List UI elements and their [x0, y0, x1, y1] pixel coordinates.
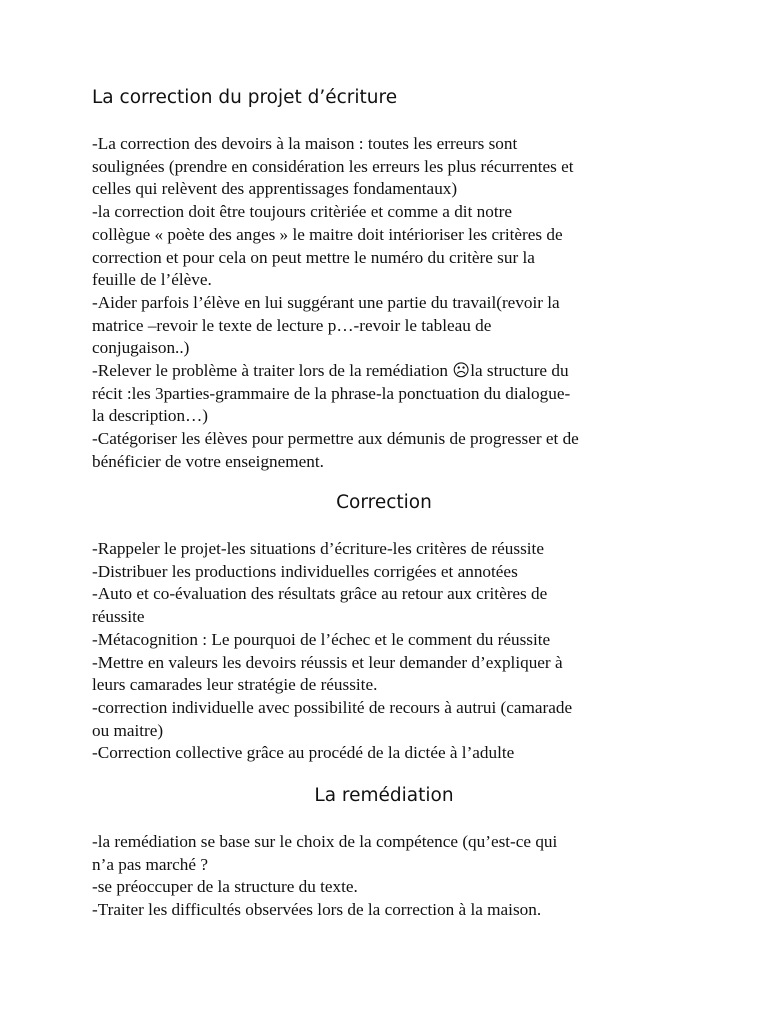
text-line: -La correction des devoirs à la maison : toutes les erreurs sont	[92, 134, 518, 153]
text-line: -se préoccuper de la structure du texte.	[92, 877, 358, 897]
text-line: matrice –revoir le texte de lecture p…-revoir le tableau de	[92, 315, 492, 335]
text-line: la description…)	[92, 406, 208, 426]
section-title-correction: Correction	[336, 492, 432, 513]
text-line: celles qui relèvent des apprentissages fondamentaux)	[92, 179, 458, 199]
text-line: -Mettre en valeurs les devoirs réussis et leur demander d’expliquer à	[92, 652, 563, 672]
text-line: collègue « poète des anges » le maitre doit intérioriser les critères de	[92, 224, 563, 244]
text-line: -Auto et co-évaluation des résultats grâce au retour aux critères de	[92, 584, 548, 604]
section-body-projet	[92, 133, 692, 474]
section-title-remediation: La remédiation	[314, 785, 454, 806]
text-line: feuille de l’élève.	[92, 270, 212, 290]
text-line: -Traiter les difficultés observées lors de la correction à la maison.	[92, 900, 542, 920]
text-line: -Rappeler le projet-les situations d’écriture-les critères de réussite	[92, 539, 544, 558]
text-line: -Correction collective grâce au procédé de la dictée à l’adulte	[92, 743, 515, 763]
section-title-projet: La correction du projet d’écriture	[92, 87, 398, 108]
text-line: leurs camarades leur stratégie de réussite.	[92, 675, 378, 695]
text-line: soulignées (prendre en considération les erreurs les plus récurrentes et	[92, 156, 574, 176]
text-line: -la correction doit être toujours critèriée et comme a dit notre	[92, 202, 512, 222]
text-line: conjugaison..)	[92, 338, 190, 358]
text-line: -Métacognition : Le pourquoi de l’échec et le comment du réussite	[92, 629, 551, 649]
text-line: -Catégoriser les élèves pour permettre aux démunis de progresser et de	[92, 429, 579, 449]
text-line: -la remédiation se base sur le choix de la compétence (qu’est-ce qui	[92, 832, 558, 851]
text-line: récit :les 3parties-grammaire de la phrase-la ponctuation du dialogue-	[92, 383, 571, 403]
section-body-correction	[92, 538, 692, 765]
text-line: réussite	[92, 607, 145, 627]
section-body-remediation	[92, 831, 692, 922]
text-line: ou maitre)	[92, 720, 164, 740]
text-line: n’a pas marché ?	[92, 854, 208, 874]
text-line: -Aider parfois l’élève en lui suggérant une partie du travail(revoir la	[92, 292, 560, 312]
text-line: bénéficier de votre enseignement.	[92, 451, 324, 471]
text-line: correction et pour cela on peut mettre le numéro du critère sur la	[92, 247, 535, 267]
text-line: -Distribuer les productions individuelles corrigées et annotées	[92, 561, 518, 581]
text-line: -correction individuelle avec possibilité de recours à autrui (camarade	[92, 697, 573, 717]
text-line: -Relever le problème à traiter lors de la remédiation ☹la structure du	[92, 361, 569, 381]
